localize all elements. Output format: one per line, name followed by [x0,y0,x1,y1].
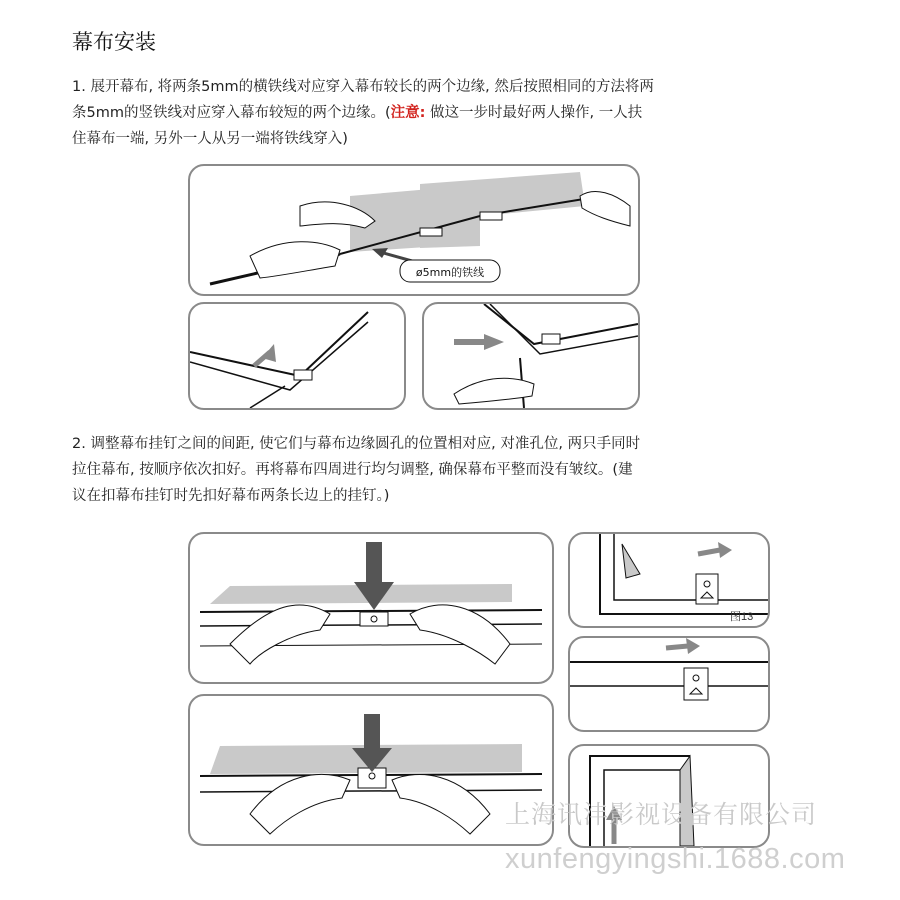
illustration-hook-bottom [188,694,554,846]
illustration-detail-2 [568,636,770,732]
warning-label: 注意: [390,105,426,121]
step2-text [72,431,852,509]
step2-line1: 2. 调整幕布挂钉之间的间距, 使它们与幕布边缘圆孔的位置相对应, 对准孔位, 两只手同时 [72,436,641,452]
illustration-detail-1 [568,532,770,628]
step2-line2: 拉住幕布, 按顺序依次扣好。再将幕布四周进行均匀调整, 确保幕布平整而没有皱纹。(建 [72,462,633,478]
step1-line3: 住幕布一端, 另外一人从另一端将铁线穿入) [72,131,348,147]
watermark-site: xunfengyingshi.1688.com [505,843,846,875]
page-title: 幕布安装 [72,30,156,54]
step1-line1: 1. 展开幕布, 将两条5mm的横铁线对应穿入幕布较长的两个边缘, 然后按照相同的方法将两 [72,79,654,95]
figure-label: 图13 [730,611,754,623]
step2-line3: 议在扣幕布挂钉时先扣好幕布两条长边上的挂钉。) [72,488,390,504]
insert-wire-drawing [190,166,638,294]
step1-line2-post: 做这一步时最好两人操作, 一人扶 [425,105,643,121]
step1-line2 [72,100,852,126]
watermark-company: 上海讯沣影视设备有限公司 [505,800,818,829]
step1-line2-pre: 条5mm的竖铁线对应穿入幕布较短的两个边缘。( [72,105,391,121]
illustration-hook-top [188,532,554,684]
illustration-corner-left [188,302,406,410]
illustration-insert-wire [188,164,640,296]
step1-text [72,74,852,152]
illustration-corner-right [422,302,640,410]
wire-callout: ø5mm的铁线 [415,266,485,279]
